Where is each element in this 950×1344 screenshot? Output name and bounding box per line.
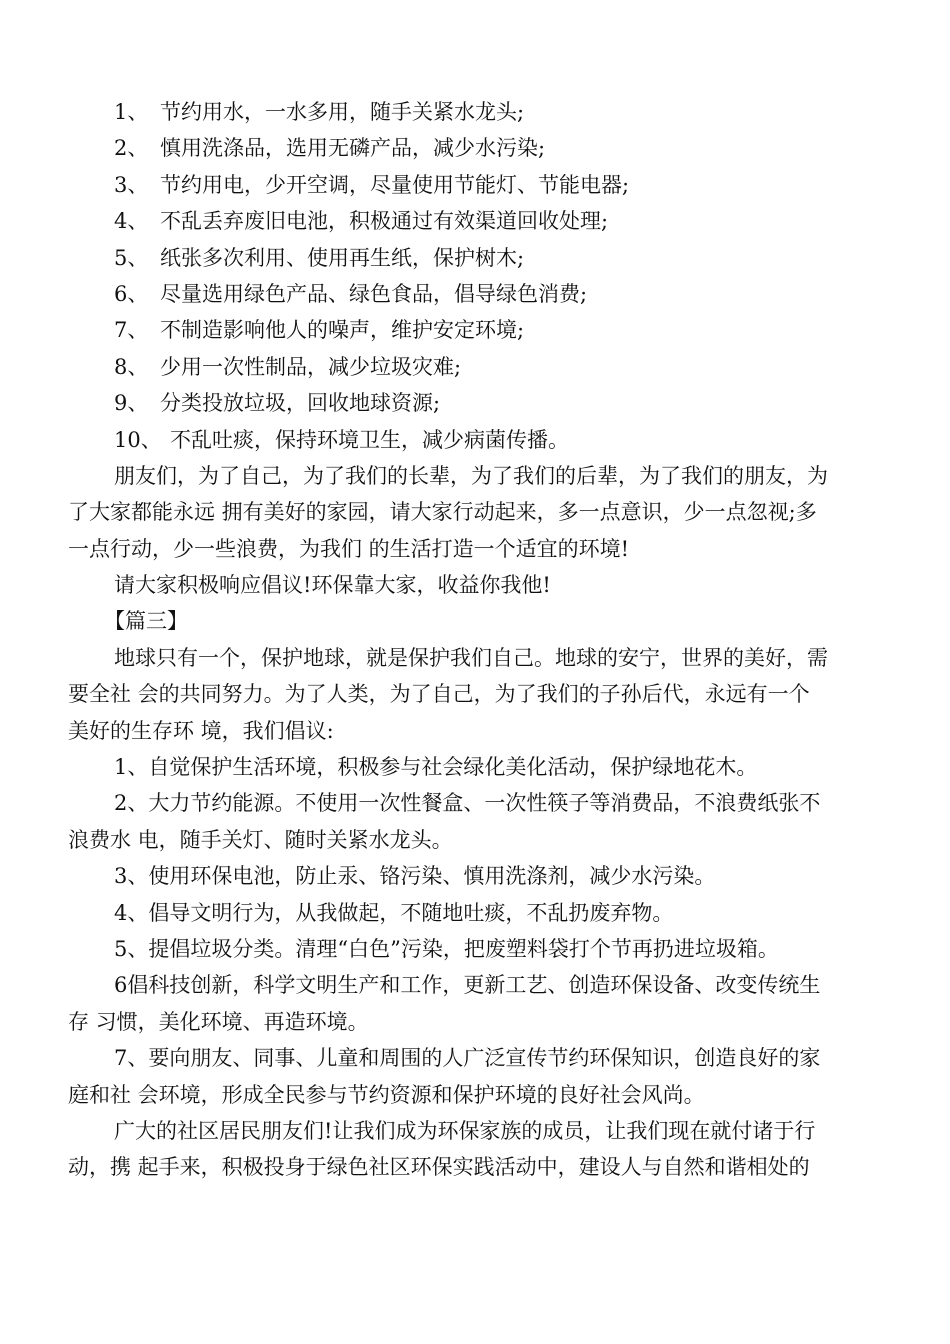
proposal-item-6-cont: 存 习惯，美化环境、再造环境。 bbox=[68, 1009, 369, 1034]
list-item: 8、 少用一次性制品，减少垃圾灾难; bbox=[114, 354, 462, 379]
proposal-item-7: 7、要向朋友、同事、儿童和周围的人广泛宣传节约环保知识，创造良好的家 bbox=[114, 1046, 821, 1071]
proposal-item-4: 4、倡导文明行为，从我做起，不随地吐痰，不乱扔废弃物。 bbox=[114, 900, 674, 925]
proposal-item-1: 1、自觉保护生活环境，积极参与社会绿化美化活动，保护绿地花木。 bbox=[114, 755, 758, 780]
section-heading: 【篇三】 bbox=[104, 609, 188, 634]
proposal-item-3: 3、使用环保电池，防止汞、铬污染、慎用洗涤剂，减少水污染。 bbox=[114, 864, 716, 889]
list-item: 4、 不乱丢弃废旧电池，积极通过有效渠道回收处理; bbox=[114, 209, 609, 234]
paragraph-earth-line: 美好的生存环 境，我们倡议: bbox=[68, 718, 334, 743]
paragraph-closing-line: 广大的社区居民朋友们!让我们成为环保家族的成员，让我们现在就付诸于行 bbox=[114, 1118, 816, 1143]
paragraph-call: 请大家积极响应倡议!环保靠大家，收益你我他! bbox=[114, 573, 551, 598]
proposal-item-5: 5、提倡垃圾分类。清理“白色”污染，把废塑料袋打个节再扔进垃圾箱。 bbox=[114, 936, 779, 961]
list-item: 2、 慎用洗涤品，选用无磷产品，减少水污染; bbox=[114, 136, 546, 161]
paragraph-friends-line: 一点行动，少一些浪费，为我们 的生活打造一个适宜的环境! bbox=[68, 536, 630, 561]
list-item: 10、 不乱吐痰，保持环境卫生，减少病菌传播。 bbox=[114, 427, 569, 452]
paragraph-friends-line: 朋友们，为了自己，为了我们的长辈，为了我们的后辈，为了我们的朋友，为 bbox=[114, 463, 828, 488]
paragraph-earth-line: 地球只有一个，保护地球，就是保护我们自己。地球的安宁，世界的美好，需 bbox=[114, 645, 828, 670]
proposal-item-7-cont: 庭和社 会环境，形成全民参与节约资源和保护环境的良好社会风尚。 bbox=[68, 1082, 705, 1107]
document-body bbox=[68, 94, 884, 1186]
list-item: 5、 纸张多次利用、使用再生纸，保护树木; bbox=[114, 245, 525, 270]
paragraph-earth-line: 要全社 会的共同努力。为了人类，为了自己，为了我们的子孙后代，永远有一个 bbox=[68, 682, 810, 707]
proposal-item-2: 2、大力节约能源。不使用一次性餐盒、一次性筷子等消费品，不浪费纸张不 bbox=[114, 791, 821, 816]
list-item: 3、 节约用电，少开空调，尽量使用节能灯、节能电器; bbox=[114, 172, 630, 197]
paragraph-closing-line: 动，携 起手来，积极投身于绿色社区环保实践活动中，建设人与自然和谐相处的 bbox=[68, 1155, 810, 1180]
paragraph-friends-line: 了大家都能永远 拥有美好的家园，请大家行动起来，多一点意识，少一点忽视;多 bbox=[68, 500, 817, 525]
list-item: 1、 节约用水，一水多用，随手关紧水龙头; bbox=[114, 100, 525, 124]
list-item: 6、 尽量选用绿色产品、绿色食品，倡导绿色消费; bbox=[114, 281, 588, 306]
proposal-item-6: 6倡科技创新，科学文明生产和工作，更新工艺、创造环保设备、改变传统生 bbox=[114, 973, 821, 998]
list-item: 7、 不制造影响他人的噪声，维护安定环境; bbox=[114, 318, 525, 343]
proposal-item-2-cont: 浪费水 电，随手关灯、随时关紧水龙头。 bbox=[68, 827, 453, 852]
list-item: 9、 分类投放垃圾，回收地球资源; bbox=[114, 391, 441, 416]
